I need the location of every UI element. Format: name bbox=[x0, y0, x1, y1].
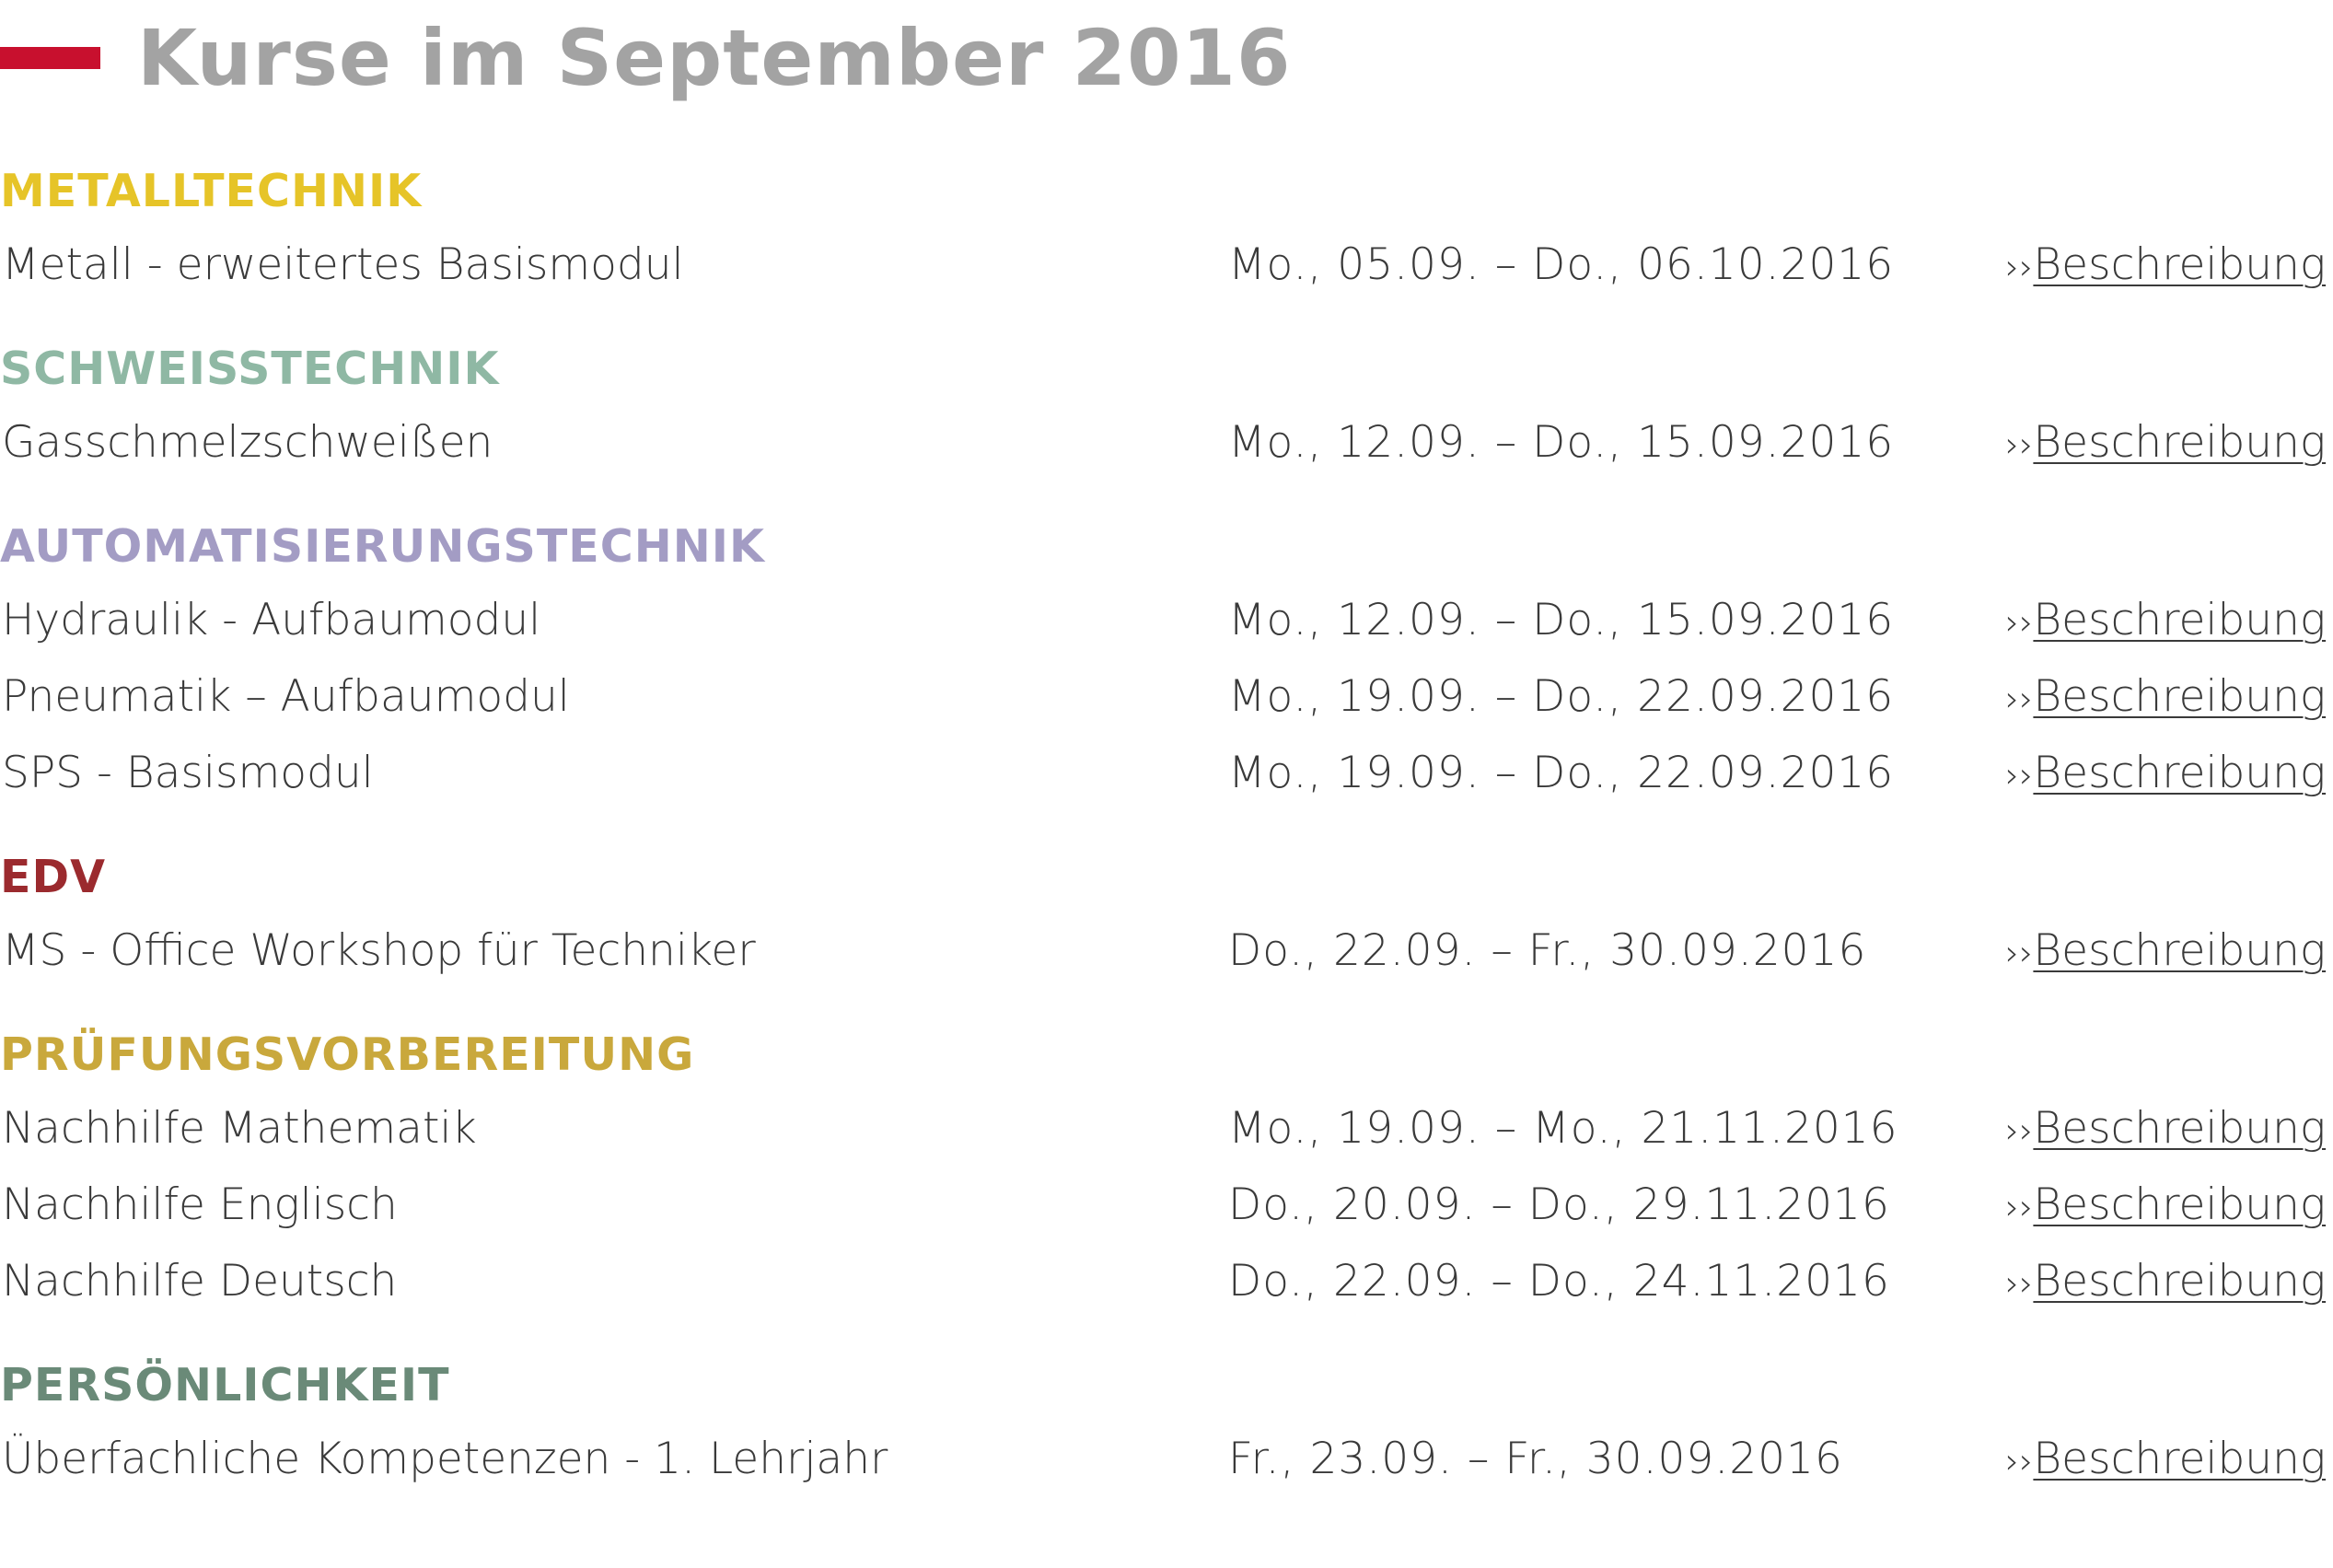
course-section bbox=[0, 157, 2333, 303]
course-name: Nachhilfe Deutsch bbox=[2, 1256, 398, 1307]
course-row bbox=[0, 912, 2333, 989]
chevrons-right-icon: ›› bbox=[2005, 247, 2034, 287]
description-link[interactable] bbox=[2005, 735, 2326, 814]
course-name: Pneumatik – Aufbaumodul bbox=[2, 671, 570, 722]
description-link-label: Beschreibung bbox=[2033, 239, 2327, 290]
description-link[interactable] bbox=[2005, 658, 2326, 738]
course-date: Mo., 19.09. – Do., 22.09.2016 bbox=[1228, 748, 1895, 798]
course-date: Do., 22.09. – Do., 24.11.2016 bbox=[1228, 1256, 1890, 1307]
course-row bbox=[0, 582, 2333, 658]
accent-bar bbox=[0, 47, 100, 69]
description-link[interactable] bbox=[2005, 1167, 2326, 1246]
course-name: Nachhilfe Mathematik bbox=[2, 1103, 477, 1154]
course-row bbox=[0, 735, 2333, 811]
course-section bbox=[0, 1020, 2333, 1319]
course-row bbox=[0, 1421, 2333, 1497]
chevrons-right-icon: ›› bbox=[2005, 602, 2034, 643]
course-list bbox=[0, 157, 2333, 1528]
description-link-label: Beschreibung bbox=[2033, 748, 2327, 798]
course-name: MS - Office Workshop für Techniker bbox=[2, 925, 756, 976]
description-link-label: Beschreibung bbox=[2033, 671, 2327, 722]
description-link-label: Beschreibung bbox=[2033, 1256, 2327, 1307]
description-link-label: Beschreibung bbox=[2033, 1103, 2327, 1154]
course-date: Mo., 05.09. – Do., 06.10.2016 bbox=[1228, 239, 1895, 290]
description-link[interactable] bbox=[2005, 404, 2326, 483]
course-date: Mo., 19.09. – Do., 22.09.2016 bbox=[1228, 671, 1895, 722]
section-heading: EDV bbox=[0, 851, 107, 903]
course-row bbox=[0, 1167, 2333, 1243]
chevrons-right-icon: ›› bbox=[2005, 1110, 2034, 1151]
course-name: Metall - erweitertes Basismodul bbox=[2, 239, 684, 290]
chevrons-right-icon: ›› bbox=[2005, 933, 2034, 973]
course-date: Fr., 23.09. – Fr., 30.09.2016 bbox=[1228, 1434, 1843, 1484]
course-row bbox=[0, 658, 2333, 735]
course-row bbox=[0, 226, 2333, 303]
course-row bbox=[0, 1243, 2333, 1319]
course-date: Mo., 12.09. – Do., 15.09.2016 bbox=[1228, 417, 1895, 468]
chevrons-right-icon: ›› bbox=[2005, 1441, 2034, 1481]
description-link-label: Beschreibung bbox=[2033, 1179, 2327, 1230]
section-heading: PERSÖNLICHKEIT bbox=[0, 1359, 450, 1411]
course-section bbox=[0, 334, 2333, 481]
course-name: Gasschmelzschweißen bbox=[2, 417, 493, 468]
course-row bbox=[0, 1090, 2333, 1167]
page-header bbox=[0, 7, 1291, 109]
chevrons-right-icon: ›› bbox=[2005, 679, 2034, 719]
section-heading: SCHWEISSTECHNIK bbox=[0, 343, 500, 395]
section-heading: AUTOMATISIERUNGSTECHNIK bbox=[0, 520, 765, 573]
course-date: Mo., 19.09. – Mo., 21.11.2016 bbox=[1228, 1103, 1898, 1154]
course-row bbox=[0, 404, 2333, 481]
course-name: Hydraulik - Aufbaumodul bbox=[2, 595, 541, 645]
course-name: Nachhilfe Englisch bbox=[2, 1179, 398, 1230]
chevrons-right-icon: ›› bbox=[2005, 1187, 2034, 1227]
description-link[interactable] bbox=[2005, 1421, 2326, 1500]
chevrons-right-icon: ›› bbox=[2005, 424, 2034, 465]
description-link-label: Beschreibung bbox=[2033, 417, 2327, 468]
description-link[interactable] bbox=[2005, 912, 2326, 992]
page-title: Kurse im September 2016 bbox=[137, 13, 1292, 103]
description-link[interactable] bbox=[2005, 582, 2326, 661]
course-section bbox=[0, 842, 2333, 989]
chevrons-right-icon: ›› bbox=[2005, 1263, 2034, 1304]
course-name: Überfachliche Kompetenzen - 1. Lehrjahr bbox=[2, 1434, 888, 1484]
description-link-label: Beschreibung bbox=[2033, 925, 2327, 976]
course-date: Do., 20.09. – Do., 29.11.2016 bbox=[1228, 1179, 1890, 1230]
course-name: SPS - Basismodul bbox=[2, 748, 374, 798]
description-link[interactable] bbox=[2005, 226, 2326, 306]
description-link-label: Beschreibung bbox=[2033, 1434, 2327, 1484]
description-link[interactable] bbox=[2005, 1243, 2326, 1322]
description-link[interactable] bbox=[2005, 1090, 2326, 1169]
section-heading: PRÜFUNGSVORBEREITUNG bbox=[0, 1028, 695, 1081]
description-link-label: Beschreibung bbox=[2033, 595, 2327, 645]
course-date: Mo., 12.09. – Do., 15.09.2016 bbox=[1228, 595, 1895, 645]
course-date: Do., 22.09. – Fr., 30.09.2016 bbox=[1228, 925, 1867, 976]
section-heading: METALLTECHNIK bbox=[0, 165, 423, 217]
course-section bbox=[0, 512, 2333, 811]
course-section bbox=[0, 1351, 2333, 1497]
chevrons-right-icon: ›› bbox=[2005, 755, 2034, 796]
